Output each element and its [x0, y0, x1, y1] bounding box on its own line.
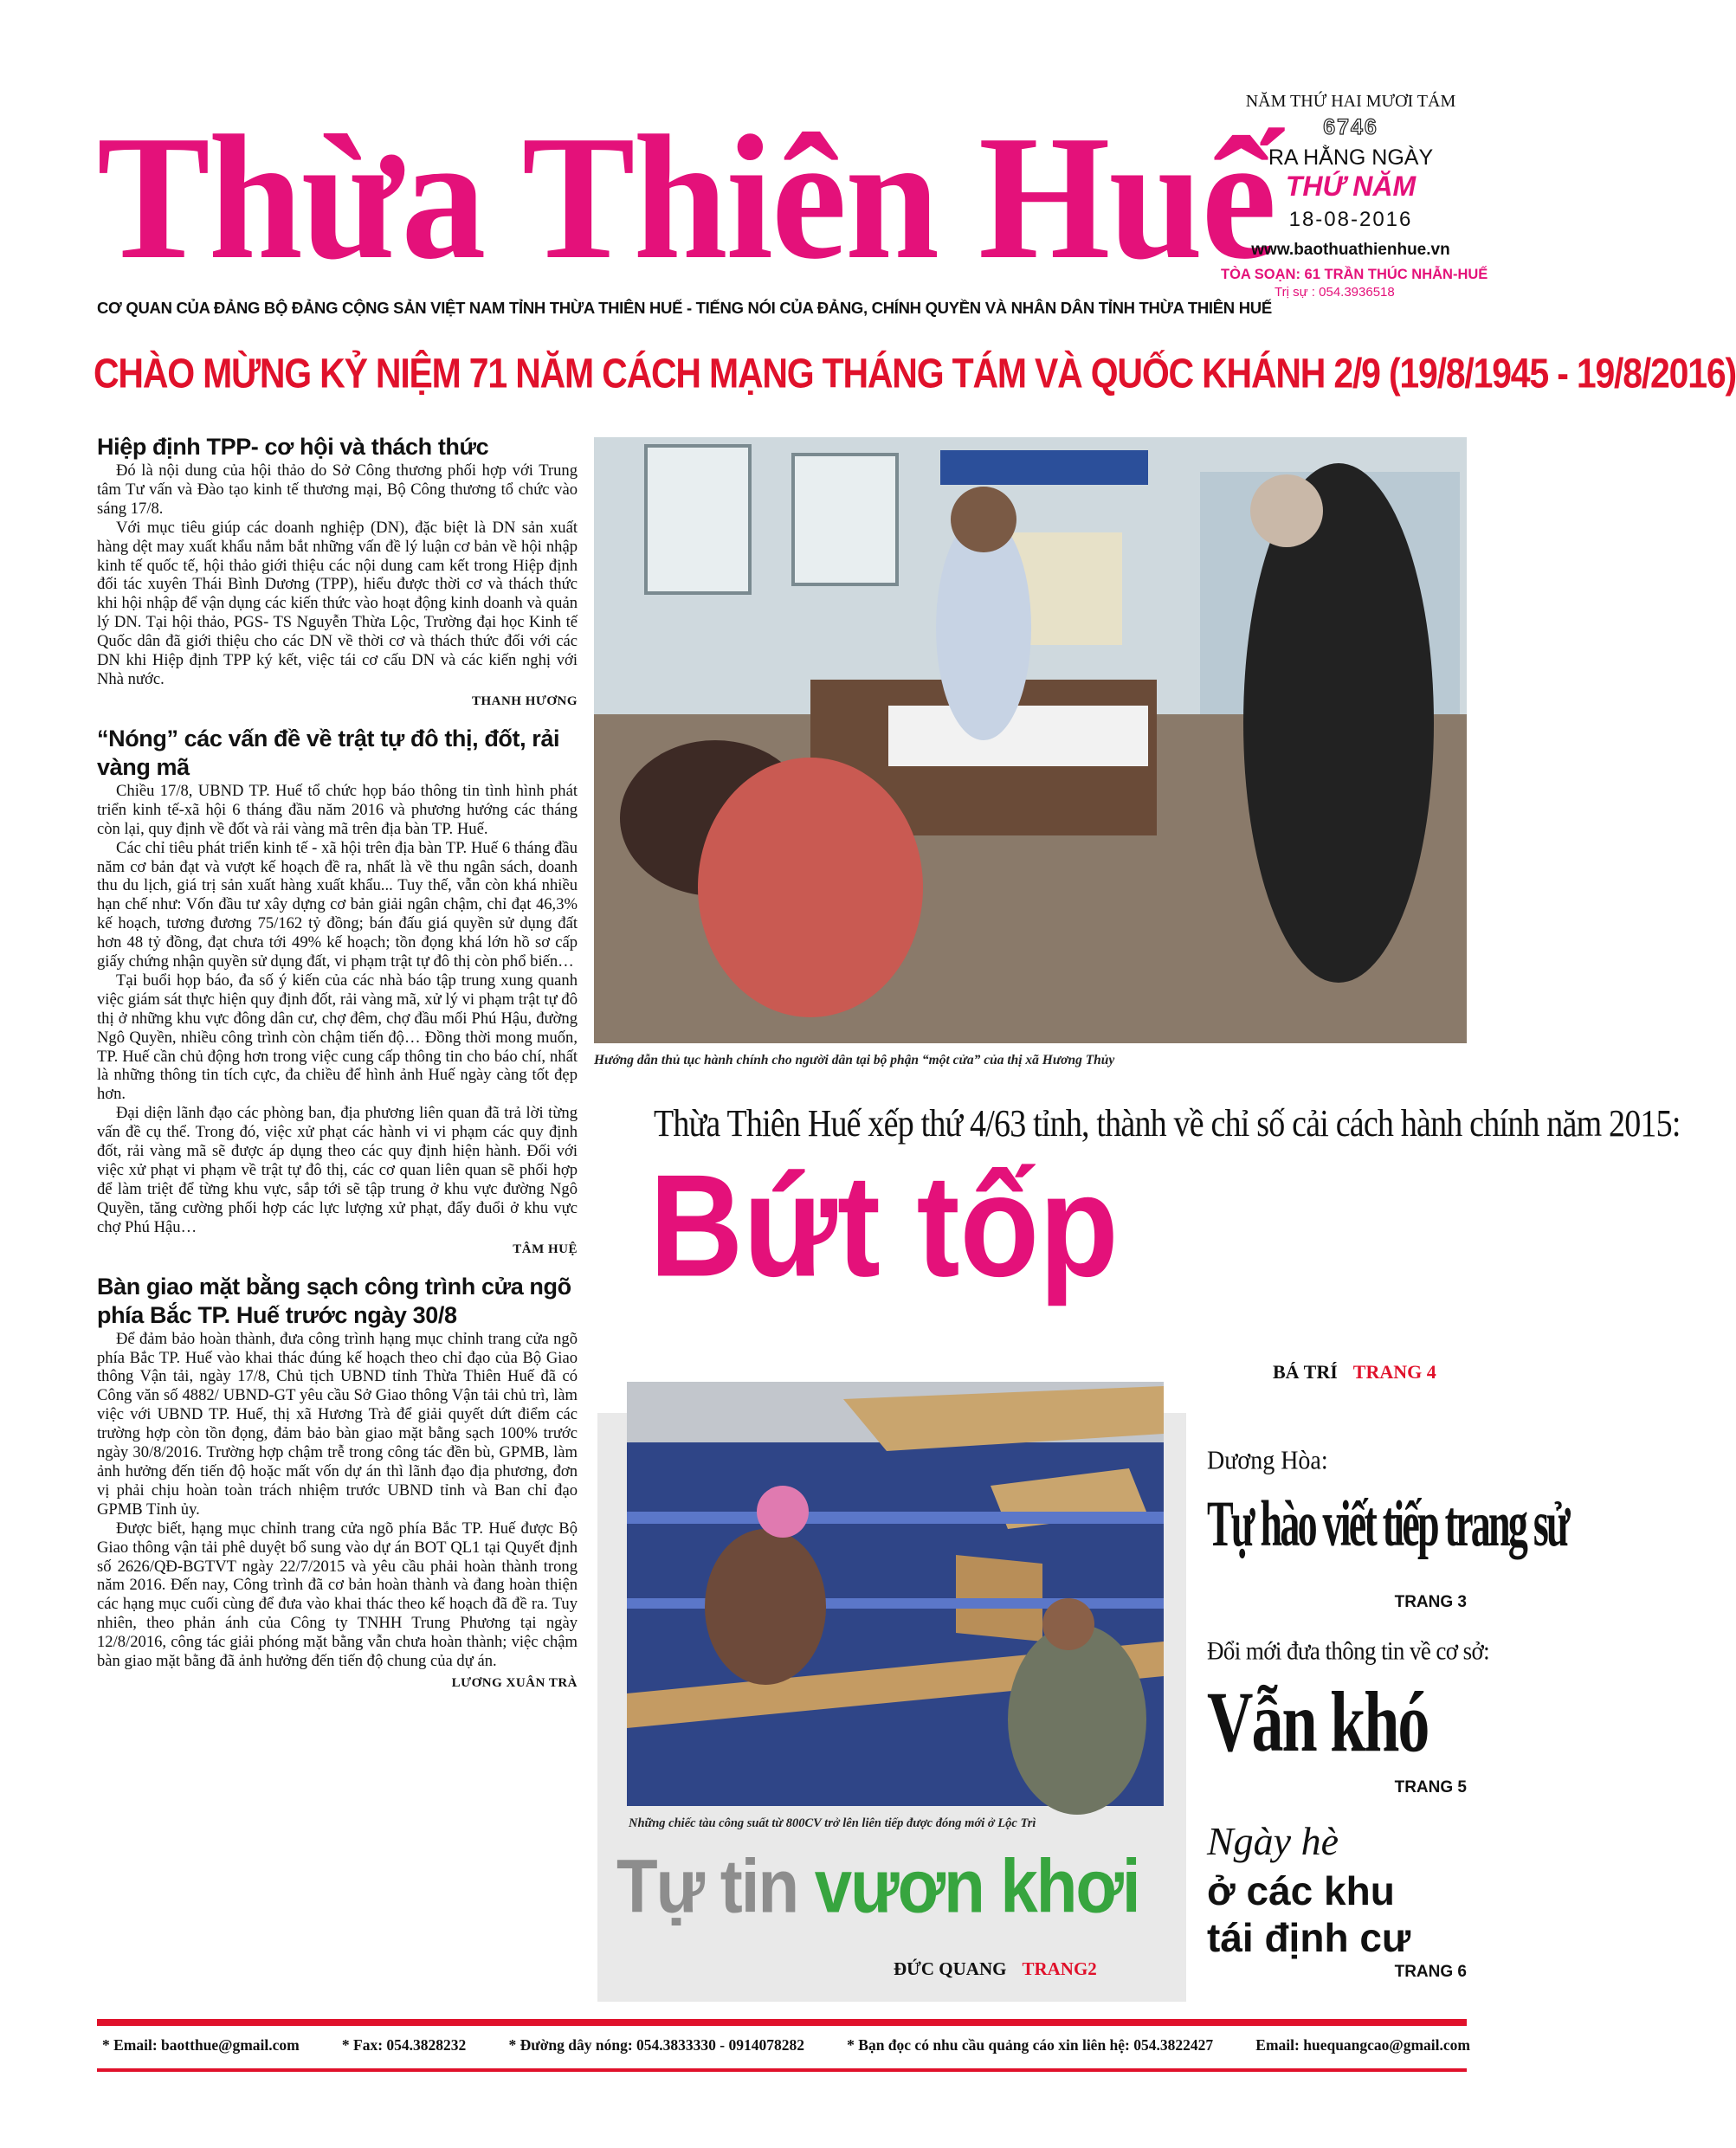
article-headline[interactable]: Hiệp định TPP- cơ hội và thách thức — [97, 434, 489, 460]
lead-author: BÁ TRÍ — [1273, 1361, 1338, 1383]
article-paragraph: Đại diện lãnh đạo các phòng ban, địa phương liên quan đã trả lời từng vấn đề cụ thể. Trong đó, việc xử phạt các hành vi vi phạm các quy định đốt, rải vàng mã sẽ được áp dụng theo các quy định hiện hành. Đối với việc xử phạt vi phạm về trật tự đô thị, các cơ quan liên quan sẽ phối hợp để làm triệt để từng khu vực, sắp tới sẽ tập trung ở khu vực đường Ngô Quyền, tăng cường phối hợp các lực lượng xử phạt, đẩy đuổi ở khu vực chợ Phú Hậu… — [97, 1104, 578, 1236]
issue-date: 18-08-2016 — [1288, 208, 1413, 231]
article-paragraph: Để đảm bảo hoàn thành, đưa công trình hạng mục chỉnh trang cửa ngõ phía Bắc TP. Huế vào khai thác đúng kế hoạch theo chỉ đạo của Bộ Giao thông Vận tải, ngày 17/8, Chủ tịch UBND tỉnh Thừa Thiên Huế đã có Công văn số 4882/ UBND-GT yêu cầu Sở Giao thông Vận tải chủ trì, làm việc với UBND TP. Huế, thị xã Hương Trà để giải quyết dứt điểm các trường hợp còn tồn đọng, đảm bảo bàn giao mặt bằng sạch 100% trước ngày 30/8/2016. Trường hợp chậm trễ trong công tác đền bù, GPMB, làm ảnh hưởng đến tiến độ hoặc mất vốn dự án thì lãnh đạo địa phương, đơn vị phải chịu hoàn toàn trách nhiệm trước UBND tỉnh và Ban chỉ đạo GPMB Tỉnh ủy. — [97, 1329, 578, 1519]
boat-building-illustration — [627, 1382, 1164, 1806]
article-urban-order — [97, 725, 578, 1257]
feature-headline[interactable] — [616, 1842, 1188, 1930]
footer-email[interactable]: * Email: baotthue@gmail.com — [102, 2036, 300, 2054]
lead-page-link[interactable]: TRANG 4 — [1352, 1361, 1436, 1383]
footer-hotline: * Đường dây nóng: 054.3833330 - 0914078282 — [508, 2036, 804, 2054]
issue-number: 6746 — [1323, 115, 1378, 139]
teaser-title-line1: ở các khu — [1207, 1868, 1395, 1913]
article-headline[interactable]: “Nóng” các vấn đề về trật tự đô thị, đốt, rải vàng mã — [97, 725, 560, 780]
footer-contacts — [102, 2036, 1470, 2054]
feature-photo-caption: Những chiếc tàu công suất từ 800CV trở lên liên tiếp được đóng mới ở Lộc Trì — [629, 1816, 1036, 1830]
lead-reference — [1273, 1361, 1436, 1384]
teaser-thong-tin[interactable] — [1207, 1636, 1490, 1797]
issue-year: NĂM THỨ HAI MƯƠI TÁM — [1245, 92, 1456, 111]
masthead-title: Thừa Thiên Huế — [97, 99, 1275, 297]
article-body — [97, 782, 578, 1237]
teaser-page-link[interactable]: TRANG 3 — [1394, 1593, 1467, 1611]
lead-photo[interactable] — [594, 437, 1467, 1043]
article-paragraph: Các chỉ tiêu phát triển kinh tế - xã hội trên địa bàn TP. Huế 6 tháng đầu năm cơ bản đạt và vượt kế hoạch đề ra, nhất là về thu ngân sách, doanh thu du lịch, giá trị sản xuất hàng xuất khẩu... Tuy thế, vẫn còn khá nhiều hạn chế như: Vốn đầu tư xây dựng cơ bản giải ngân chậm, chỉ đạt 46,3% kế hoạch, tương đương 75/162 tỷ đồng; bán đấu giá quyền sử dụng đất hơn 48 tỷ đồng, đạt chưa tới 49% kế hoạch; tồn đọng khá lớn hồ sơ cấp giấy chứng nhận quyền sử dụng đất, vi phạm trật tự đô thị còn phổ biến… — [97, 838, 578, 971]
office-scene-illustration — [594, 437, 1467, 1043]
issue-frequency: RA HẰNG NGÀY — [1268, 145, 1434, 170]
article-byline: THANH HƯƠNG — [471, 693, 578, 708]
issue-info — [1221, 87, 1488, 300]
footer-rule-bottom — [97, 2068, 1467, 2072]
teaser-title: Tự hào viết tiếp trang sử — [1207, 1487, 1568, 1560]
website-link[interactable]: www.baothuathienhue.vn — [1251, 241, 1450, 259]
teaser-kicker: Dương Hòa: — [1207, 1446, 1328, 1476]
left-column — [97, 433, 578, 1706]
issue-day: THỨ NĂM — [1285, 171, 1417, 202]
feature-headline-part2: vươn khơi — [814, 1843, 1139, 1929]
article-paragraph: Chiều 17/8, UBND TP. Huế tổ chức họp báo thông tin tình hình phát triển kinh tế-xã hội 6 tháng đầu năm 2016 và phương hướng các tháng còn lại, quy định về đốt và rải vàng mã trên địa bàn TP. Huế. — [97, 781, 578, 838]
article-tpp — [97, 433, 578, 709]
article-headline[interactable]: Bàn giao mặt bằng sạch công trình cửa ngõ phía Bắc TP. Huế trước ngày 30/8 — [97, 1273, 571, 1328]
footer-ads: * Bạn đọc có nhu cầu quảng cáo xin liên hệ: 054.3822427 — [847, 2036, 1214, 2054]
feature-headline-part1: Tự tin — [616, 1843, 815, 1929]
footer-rule-top — [97, 2019, 1467, 2026]
teaser-duong-hoa[interactable] — [1207, 1446, 1568, 1612]
office-phone: Trị sự : 054.3936518 — [1275, 285, 1395, 300]
lead-photo-caption: Hướng dẫn thủ tục hành chính cho người dân tại bộ phận “một cửa” của thị xã Hương Thủy — [594, 1053, 1115, 1068]
article-paragraph: Được biết, hạng mục chỉnh trang cửa ngõ phía Bắc TP. Huế được Bộ Giao thông vận tải phê duyệt bổ sung vào dự án BOT QL1 tại Quyết định số 2626/QĐ-BGTVT ngày 22/7/2015 và yêu cầu phải hoàn thành trong năm 2016. Đến nay, Công trình đã cơ bản hoàn thành và đang hoàn thiện các hạng mục cuối cùng để đưa vào khai thác theo kế hoạch đã đề ra. Tuy nhiên, theo phản ánh của Công ty TNHH Trung Phương tại ngày 12/8/2016, công tác giải phóng mặt bằng vẫn chưa hoàn thành; việc chậm bàn giao mặt bằng đã ảnh hưởng đến tiến độ chung của dự án. — [97, 1519, 578, 1671]
lead-subheadline[interactable]: Thừa Thiên Huế xếp thứ 4/63 tỉnh, thành về chỉ số cải cách hành chính năm 2015: — [654, 1102, 1681, 1145]
masthead-tagline: CƠ QUAN CỦA ĐẢNG BỘ ĐẢNG CỘNG SẢN VIỆT NAM TỈNH THỪA THIÊN HUẾ - TIẾNG NÓI CỦA ĐẢNG, CHÍNH QUYỀN VÀ NHÂN DÂN TỈNH THỪA THIÊN HUẾ — [97, 299, 1272, 317]
article-body — [97, 461, 578, 689]
article-north-gate — [97, 1273, 578, 1691]
article-paragraph: Đó là nội dung của hội thảo do Sở Công thương phối hợp với Trung tâm Tư vấn và Đào tạo kinh tế thương mại, Bộ Công thương tổ chức vào sáng 17/8. — [97, 461, 578, 518]
article-body — [97, 1330, 578, 1671]
article-byline: TÂM HUỆ — [513, 1242, 578, 1256]
feature-photo[interactable] — [627, 1382, 1164, 1806]
office-address: TÒA SOẠN: 61 TRẦN THÚC NHẪN-HUẾ — [1221, 267, 1488, 282]
footer-fax: * Fax: 054.3828232 — [341, 2036, 467, 2054]
article-paragraph: Với mục tiêu giúp các doanh nghiệp (DN), đặc biệt là DN sản xuất hàng dệt may xuất khẩu nắm bắt những vấn đề lý luận cơ bản về hội nhập kinh tế quốc tế, hội thảo giới thiệu các nội dung cam kết trong Hiệp định đối tác xuyên Thái Bình Dương (TPP), hiểu được thời cơ và thách thức khi hội nhập để vận dụng các kiến thức vào hoạt động kinh doanh và quản lý DN. Tại hội thảo, PGS- TS Nguyễn Thừa Lộc, Trường đại học Kinh tế Quốc dân đã giới thiệu cho các DN về thời cơ và thách thức đối với các DN khi Hiệp định TPP ký kết, việc tái cơ cấu DN và các kiến nghị với Nhà nước. — [97, 518, 578, 688]
teaser-kicker: Đổi mới đưa thông tin về cơ sở: — [1207, 1636, 1490, 1665]
lead-headline[interactable]: Bứt tốp — [649, 1144, 1119, 1307]
teaser-page-link[interactable]: TRANG 5 — [1394, 1778, 1467, 1796]
article-paragraph: Tại buổi họp báo, đa số ý kiến của các nhà báo tập trung xung quanh việc giám sát thực hiện quy định đốt, rải vàng mã, xử lý vi phạm trật tự đô thị ở những khu vực đông dân cư, chợ đêm, chợ đầu mối Phú Hậu, đường Ngô Quyền, nhiều công trình còn chậm tiến độ… Đồng thời mong muốn, TP. Huế cần chủ động hơn trong việc cung cấp thông tin cho báo chí, nhất là những thông tin tích cực, đa chiều để hình ảnh Huế ngày càng tốt đẹp hơn. — [97, 971, 578, 1104]
teaser-title-line2: tái định cư — [1207, 1915, 1411, 1960]
feature-author: ĐỨC QUANG — [894, 1958, 1007, 1979]
teaser-kicker: Ngày hè — [1207, 1819, 1339, 1863]
teaser-ngay-he[interactable] — [1207, 1818, 1467, 1982]
feature-reference — [894, 1958, 1097, 1980]
teaser-title: Vẫn khó — [1207, 1674, 1429, 1771]
article-byline: LƯƠNG XUÂN TRÀ — [451, 1675, 578, 1690]
feature-page-link[interactable]: TRANG2 — [1022, 1958, 1097, 1979]
footer-ads-email[interactable]: Email: huequangcao@gmail.com — [1255, 2036, 1470, 2054]
celebration-banner: CHÀO MỪNG KỶ NIỆM 71 NĂM CÁCH MẠNG THÁNG TÁM VÀ QUỐC KHÁNH 2/9 (19/8/1945 - 19/8/2016) — [94, 350, 1736, 397]
teaser-page-link[interactable]: TRANG 6 — [1394, 1963, 1467, 1981]
